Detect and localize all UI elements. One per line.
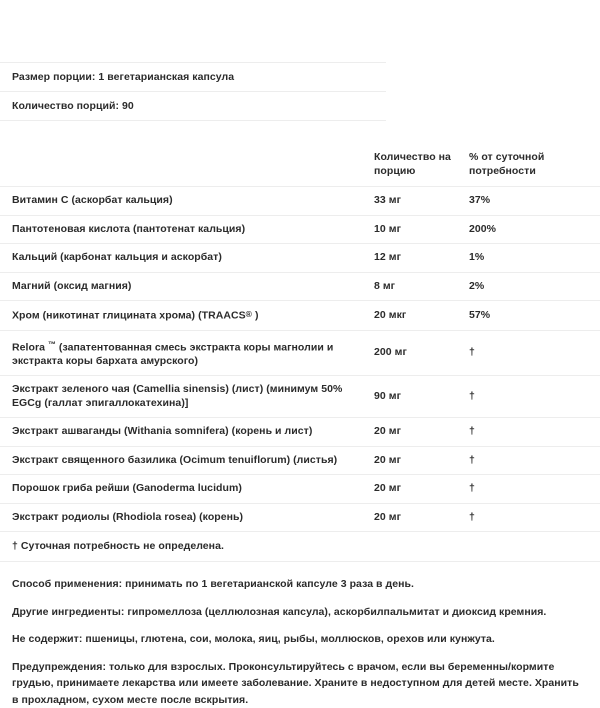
ingredient-name: Экстракт зеленого чая (Camellia sinensis) (лист) (минимум 50% EGCg (галлат эпигаллокатехина)]: [0, 376, 374, 418]
ingredient-daily-value: 1%: [469, 244, 600, 273]
directions-note: Способ применения: принимать по 1 вегетарианской капсуле 3 раза в день.: [12, 578, 415, 591]
table-row: [0, 503, 600, 532]
table-row: [0, 187, 600, 216]
table-row: [0, 244, 600, 273]
serving-info-block: [0, 0, 600, 121]
ingredient-name: Хром (никотинат глицината хрома) (TRAACS® ): [0, 301, 374, 331]
ingredient-name: Порошок гриба рейши (Ganoderma lucidum): [0, 475, 374, 504]
table-body: [0, 187, 600, 532]
ingredient-amount: 90 мг: [374, 376, 469, 418]
table-header: [0, 145, 600, 187]
ingredient-name: Витамин С (аскорбат кальция): [0, 187, 374, 216]
column-header-daily-value: % от суточной потребности: [469, 145, 600, 187]
supplement-facts-table: [0, 145, 600, 532]
column-header-amount-per-serving: Количество на порцию: [374, 145, 469, 187]
ingredient-name: Экстракт священного базилика (Ocimum tenuiflorum) (листья): [0, 446, 374, 475]
registered-symbol: ®: [245, 309, 252, 319]
ingredient-daily-value: †: [469, 331, 600, 376]
ingredient-amount: 20 мг: [374, 418, 469, 447]
table-row: [0, 446, 600, 475]
serving-size-row: Размер порции: 1 вегетарианская капсула: [0, 62, 386, 92]
table-row: [0, 215, 600, 244]
table-row: [0, 331, 600, 376]
ingredient-amount: 20 мг: [374, 446, 469, 475]
free-from-note: Не содержит: пшеницы, глютена, сои, молока, яиц, рыбы, моллюсков, орехов или кунжута.: [12, 633, 495, 646]
servings-per-container-row: Количество порций: 90: [0, 92, 386, 121]
ingredient-daily-value: 200%: [469, 215, 600, 244]
ingredient-amount: 20 мг: [374, 503, 469, 532]
ingredient-amount: 8 мг: [374, 272, 469, 301]
table-row: [0, 376, 600, 418]
column-header-ingredient: [0, 145, 374, 187]
ingredient-daily-value: †: [469, 418, 600, 447]
warnings-note: Предупреждения: только для взрослых. Проконсультируйтесь с врачом, если вы беременны/кормите грудью, принимаете лекарства или имеете заболевание. Храните в недоступном для детей месте. Хранить в прохладном, сухом месте после вскрытия.: [12, 660, 579, 706]
ingredient-name: Экстракт родиолы (Rhodiola rosea) (корень): [0, 503, 374, 532]
ingredient-amount: 20 мг: [374, 475, 469, 504]
ingredient-name: Пантотеновая кислота (пантотенат кальция): [0, 215, 374, 244]
ingredient-daily-value: †: [469, 446, 600, 475]
ingredient-name: Магний (оксид магния): [0, 272, 374, 301]
ingredient-daily-value: 57%: [469, 301, 600, 331]
notes-block: [0, 562, 600, 708]
ingredient-amount: 200 мг: [374, 331, 469, 376]
ingredient-daily-value: †: [469, 503, 600, 532]
ingredient-name: Кальций (карбонат кальция и аскорбат): [0, 244, 374, 273]
ingredient-daily-value: 37%: [469, 187, 600, 216]
table-row: [0, 272, 600, 301]
ingredient-amount: 10 мг: [374, 215, 469, 244]
daily-value-footnote: † Суточная потребность не определена.: [0, 532, 600, 562]
ingredient-daily-value: 2%: [469, 272, 600, 301]
table-row: [0, 418, 600, 447]
ingredient-daily-value: †: [469, 376, 600, 418]
ingredient-name: Экстракт ашваганды (Withania somnifera) (корень и лист): [0, 418, 374, 447]
ingredient-amount: 20 мкг: [374, 301, 469, 331]
ingredient-name: Relora ™ (запатентованная смесь экстракта коры магнолии и экстракта коры бархата амурского): [0, 331, 374, 376]
table-row: [0, 475, 600, 504]
table-row: [0, 301, 600, 331]
trademark-symbol: ™: [47, 340, 56, 350]
other-ingredients-note: Другие ингредиенты: гипромеллоза (целлюлозная капсула), аскорбилпальмитат и диоксид кремния.: [12, 605, 547, 618]
ingredient-daily-value: †: [469, 475, 600, 504]
table-header-row: [0, 145, 600, 187]
ingredient-amount: 33 мг: [374, 187, 469, 216]
ingredient-amount: 12 мг: [374, 244, 469, 273]
